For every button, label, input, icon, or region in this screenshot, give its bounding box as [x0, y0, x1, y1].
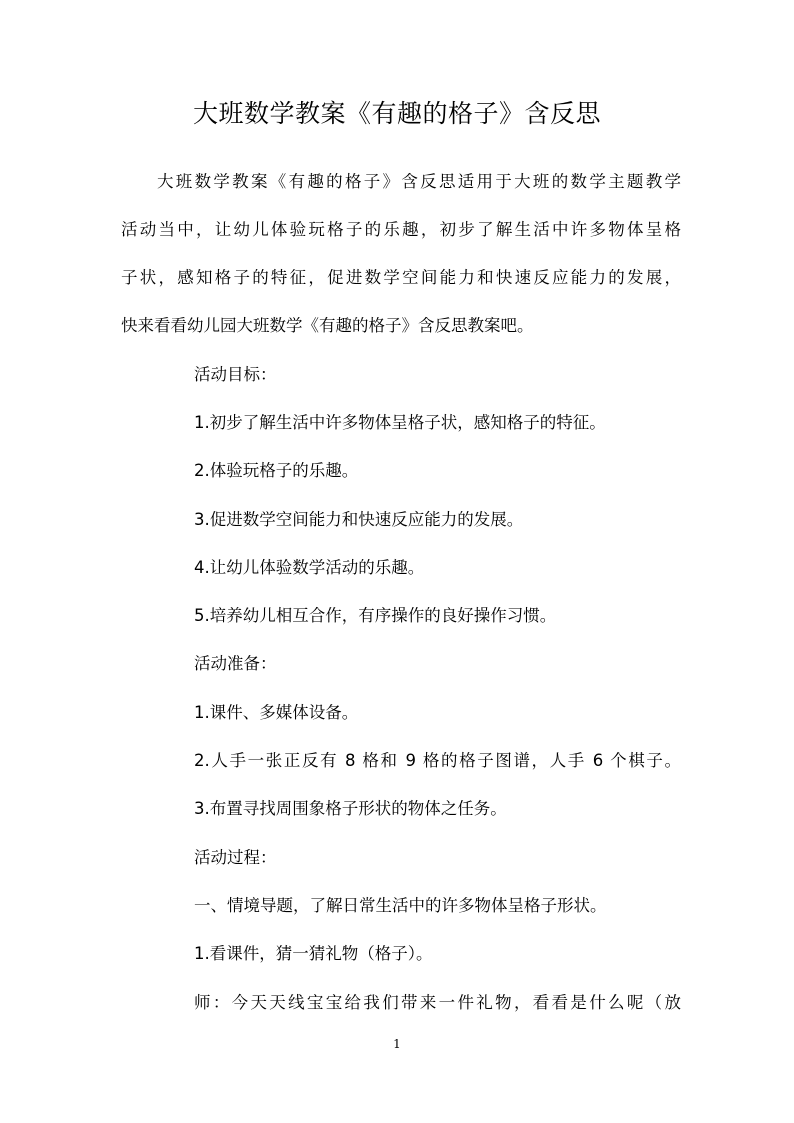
teacher-line: 师：今天天线宝宝给我们带来一件礼物，看看是什么呢（放 — [194, 993, 681, 1012]
goal-item-3: 3.促进数学空间能力和快速反应能力的发展。 — [194, 510, 524, 529]
goals-heading: 活动目标： — [194, 365, 277, 384]
preparation-item-1: 1.课件、多媒体设备。 — [194, 703, 359, 722]
intro-line-3: 子状，感知格子的特征，促进数学空间能力和快速反应能力的发展， — [121, 268, 681, 287]
process-heading: 活动过程： — [194, 848, 277, 867]
preparation-heading: 活动准备： — [194, 654, 277, 673]
page-number: 1 — [393, 1037, 401, 1051]
goal-item-5: 5.培养幼儿相互合作，有序操作的良好操作习惯。 — [194, 606, 557, 625]
process-step-1: 1.看课件，猜一猜礼物（格子）。 — [194, 944, 433, 963]
goal-item-1: 1.初步了解生活中许多物体呈格子状，感知格子的特征。 — [194, 413, 606, 432]
preparation-item-3: 3.布置寻找周围象格子形状的物体之任务。 — [194, 799, 507, 818]
intro-line-2: 活动当中，让幼儿体验玩格子的乐趣，初步了解生活中许多物体呈格 — [121, 220, 681, 239]
preparation-item-2: 2.人手一张正反有 8 格和 9 格的格子图谱，人手 6 个棋子。 — [194, 751, 681, 770]
intro-line-1: 大班数学教案《有趣的格子》含反思适用于大班的数学主题教学 — [157, 172, 681, 191]
document-title: 大班数学教案《有趣的格子》含反思 — [192, 99, 601, 128]
goal-item-4: 4.让幼儿体验数学活动的乐趣。 — [194, 558, 425, 577]
process-section-1: 一、情境导题，了解日常生活中的许多物体呈格子形状。 — [194, 896, 607, 915]
intro-line-4: 快来看看幼儿园大班数学《有趣的格子》含反思教案吧。 — [121, 316, 534, 335]
goal-item-2: 2.体验玩格子的乐趣。 — [194, 461, 359, 480]
